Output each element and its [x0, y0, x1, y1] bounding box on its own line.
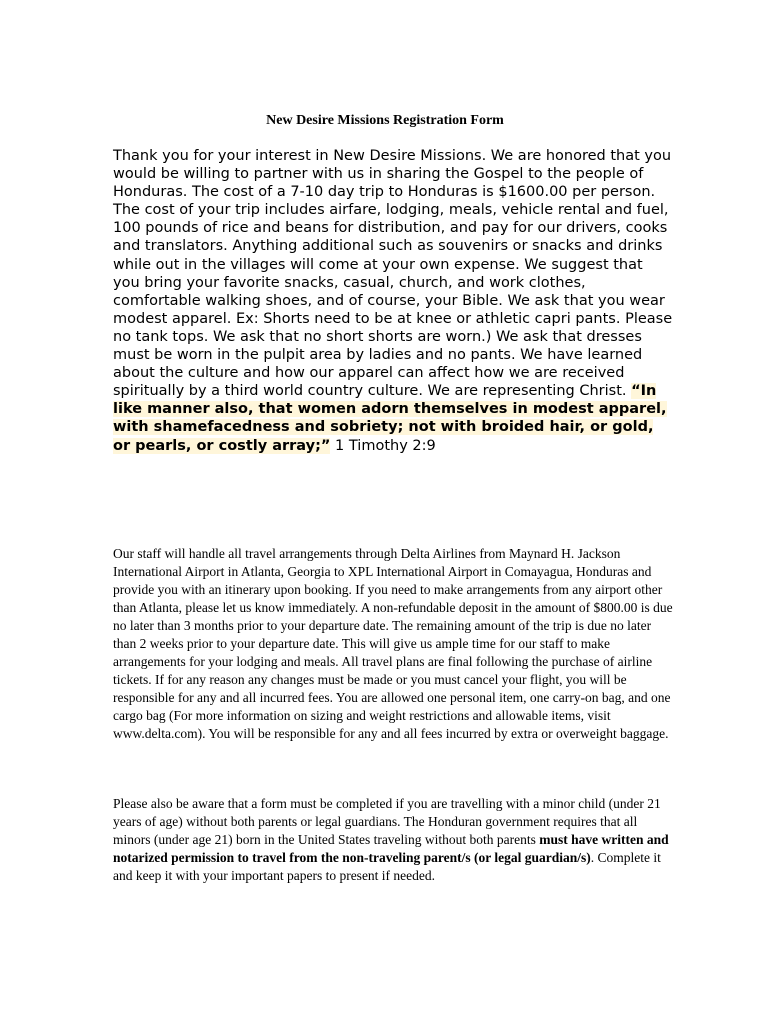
minors-text-after: . Complete it and keep it with your important papers to present if needed.: [113, 850, 661, 883]
minors-text-before: Please also be aware that a form must be completed if you are travelling with a minor child (under 21 years of age) without both parents or legal guardians. The Honduran government requires that all minors (under age 21) born in the United States traveling without both parents: [113, 796, 661, 847]
minors-bold-requirement: must have written and notarized permission to travel from the non-traveling parent/s (or legal guardian/s): [113, 832, 669, 865]
bible-reference: 1 Timothy 2:9: [330, 437, 436, 454]
page-title: New Desire Missions Registration Form: [266, 113, 504, 128]
intro-paragraph: [113, 147, 673, 455]
minors-paragraph: [113, 795, 673, 885]
bible-quote: “In like manner also, that women adorn themselves in modest apparel, with shamefacedness and sobriety; not with broided hair, or gold, or pearls, or costly array;”: [113, 383, 667, 454]
travel-paragraph: Our staff will handle all travel arrangements through Delta Airlines from Maynard H. Jackson International Airport in Atlanta, Georgia to XPL International Airport in Comayagua, Honduras and provide you with an itinerary upon booking. If you need to make arrangements from any airport other than Atlanta, please let us know immediately. A non-refundable deposit in the amount of $800.00 is due no later than 3 months prior to your departure date. The remaining amount of the trip is due no later than 2 weeks prior to your departure date. This will give us ample time for our staff to make arrangements for your lodging and meals. All travel plans are final following the purchase of airline tickets. If for any reason any changes must be made or you must cancel your flight, you will be responsible for any and all incurred fees. You are allowed one personal item, one carry-on bag, and one cargo bag (For more information on sizing and weight restrictions and allowable items, visit www.delta.com). You will be responsible for any and all fees incurred by extra or overweight baggage.: [113, 546, 673, 741]
intro-text: Thank you for your interest in New Desire Missions. We are honored that you would be willing to partner with us in sharing the Gospel to the people of Honduras. The cost of a 7-10 day trip to Honduras is $1600.00 per person. The cost of your trip includes airfare, lodging, meals, vehicle rental and fuel, 100 pounds of rice and beans for distribution, and pay for our drivers, cooks and translators. Anything additional such as souvenirs or snacks and drinks while out in the villages will come at your own expense. We suggest that you bring your favorite snacks, casual, church, and work clothes, comfortable walking shoes, and of course, your Bible. We ask that you wear modest apparel. Ex: Shorts need to be at knee or athletic capri pants. Please no tank tops. We ask that no short shorts are worn.) We ask that dresses must be worn in the pulpit area by ladies and no pants. We have learned about the culture and how our apparel can affect how we are received spiritually by a third world country culture. We are representing Christ.: [113, 148, 673, 400]
